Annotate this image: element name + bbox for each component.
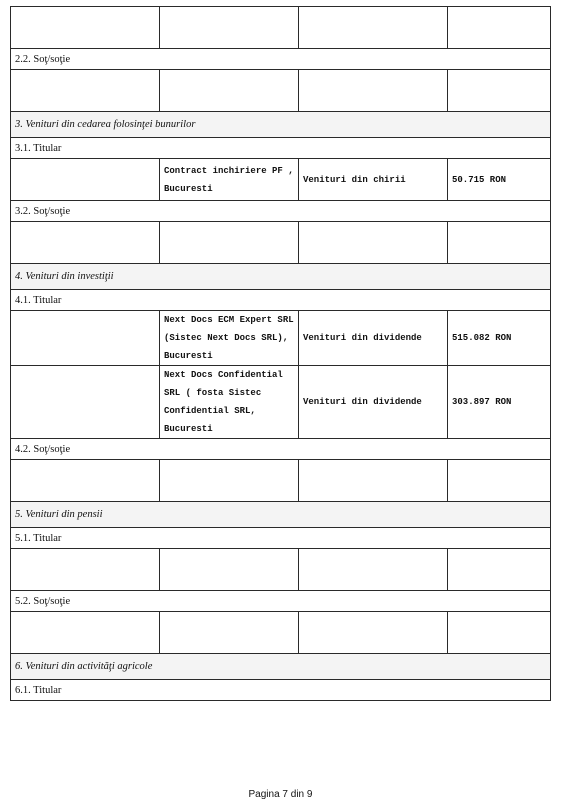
- subsection-row: [11, 528, 551, 549]
- empty-row: [11, 549, 551, 591]
- cell: [160, 460, 299, 502]
- cell: [11, 549, 160, 591]
- subsection-row: [11, 49, 551, 70]
- cell: [11, 612, 160, 654]
- empty-row: [11, 7, 551, 49]
- service-cell: Venituri din chirii: [299, 159, 448, 201]
- subsection-label: 6.1. Titular: [11, 680, 551, 701]
- cell: [299, 460, 448, 502]
- income-source-cell: Next Docs ECM Expert SRL (Sistec Next Docs SRL), Bucuresti: [160, 311, 299, 366]
- cell: [11, 70, 160, 112]
- amount-cell: 50.715 RON: [448, 159, 551, 201]
- subsection-row: [11, 290, 551, 311]
- cell: [448, 460, 551, 502]
- page-number-footer: Pagina 7 din 9: [248, 789, 313, 800]
- cell: [448, 7, 551, 49]
- service-cell: Venituri din dividende: [299, 366, 448, 439]
- cell: [299, 222, 448, 264]
- cell: [448, 549, 551, 591]
- amount-cell: 303.897 RON: [448, 366, 551, 439]
- subsection-row: [11, 591, 551, 612]
- cell: [11, 7, 160, 49]
- empty-row: [11, 222, 551, 264]
- cell: [160, 549, 299, 591]
- section-heading: 3. Venituri din cedarea folosinţei bunurilor: [11, 112, 551, 138]
- amount-cell: 515.082 RON: [448, 311, 551, 366]
- cell: [11, 460, 160, 502]
- section-heading: 6. Venituri din activităţi agricole: [11, 654, 551, 680]
- cell: [160, 222, 299, 264]
- table-row: [11, 311, 551, 366]
- income-declaration-table: [10, 6, 551, 701]
- subsection-label: 4.1. Titular: [11, 290, 551, 311]
- cell: [448, 70, 551, 112]
- subsection-label: 3.1. Titular: [11, 138, 551, 159]
- cell: [448, 222, 551, 264]
- cell: [160, 70, 299, 112]
- subsection-label: 5.1. Titular: [11, 528, 551, 549]
- section-row: [11, 264, 551, 290]
- income-source-cell: Contract inchiriere PF , Bucuresti: [160, 159, 299, 201]
- section-row: [11, 654, 551, 680]
- section-heading: 4. Venituri din investiţii: [11, 264, 551, 290]
- section-heading: 5. Venituri din pensii: [11, 502, 551, 528]
- cell: [160, 7, 299, 49]
- section-row: [11, 502, 551, 528]
- subsection-label: 5.2. Soţ/soţie: [11, 591, 551, 612]
- cell: [299, 70, 448, 112]
- beneficiary-cell: [11, 366, 160, 439]
- subsection-row: [11, 201, 551, 222]
- cell: [299, 7, 448, 49]
- subsection-row: [11, 439, 551, 460]
- empty-row: [11, 612, 551, 654]
- service-cell: Venituri din dividende: [299, 311, 448, 366]
- empty-row: [11, 460, 551, 502]
- cell: [299, 549, 448, 591]
- subsection-row: [11, 680, 551, 701]
- section-row: [11, 112, 551, 138]
- subsection-label: 3.2. Soţ/soţie: [11, 201, 551, 222]
- cell: [299, 612, 448, 654]
- subsection-label: 4.2. Soţ/soţie: [11, 439, 551, 460]
- subsection-row: [11, 138, 551, 159]
- subsection-label: 2.2. Soţ/soţie: [11, 49, 551, 70]
- cell: [160, 612, 299, 654]
- cell: [448, 612, 551, 654]
- beneficiary-cell: [11, 311, 160, 366]
- empty-row: [11, 70, 551, 112]
- table-row: [11, 159, 551, 201]
- table-row: [11, 366, 551, 439]
- cell: [11, 222, 160, 264]
- income-source-cell: Next Docs Confidential SRL ( fosta Sistec Confidential SRL, Bucuresti: [160, 366, 299, 439]
- beneficiary-cell: [11, 159, 160, 201]
